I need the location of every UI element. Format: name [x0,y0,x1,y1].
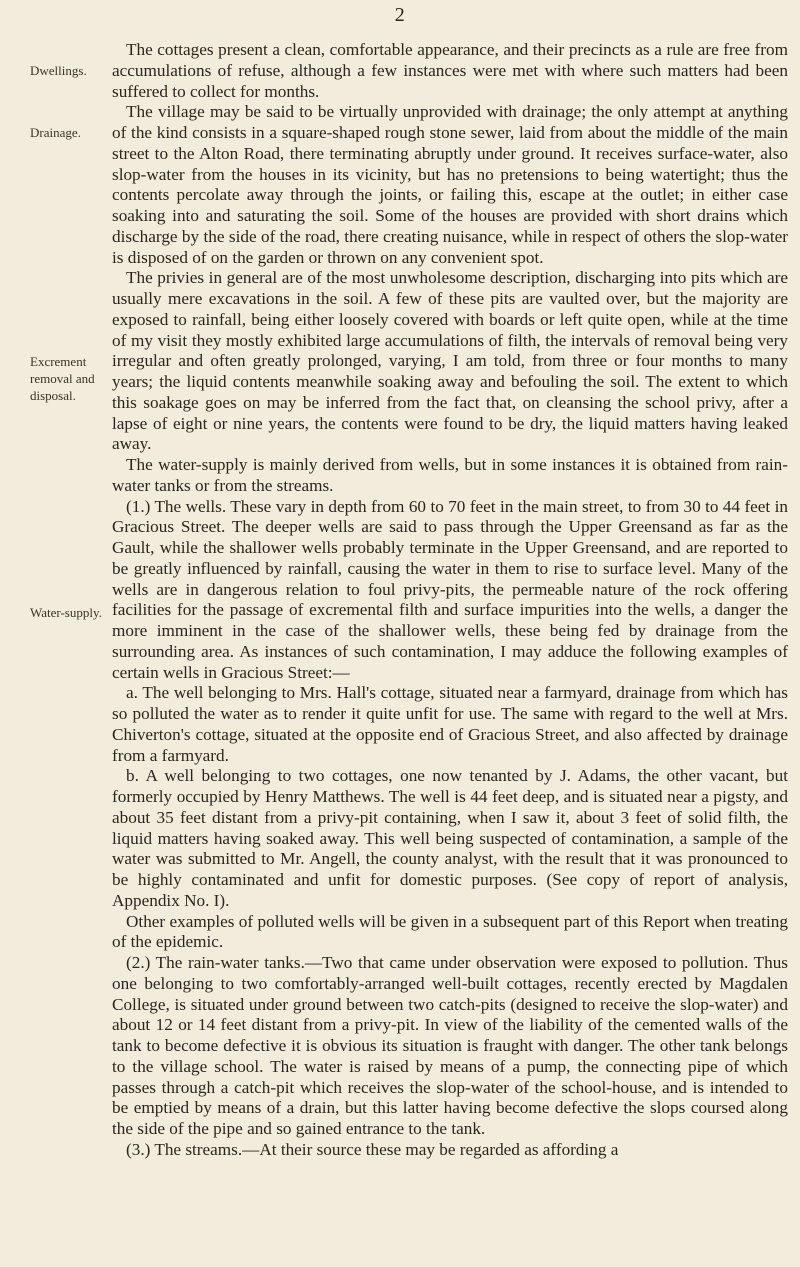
paragraph-water-supply: The water-supply is mainly derived from wells, but in some instances it is obtained from rain-water tanks or from the streams. [112,455,788,495]
margin-note-drainage: Drainage. [30,125,81,140]
body-text [112,40,788,1161]
paragraph-excrement: The privies in general are of the most unwholesome description, discharging into pits which are usually mere excavations in the soil. A few of these pits are vaulted over, but the majority are exposed to rainfall, being either loosely covered with boards or left quite open, while at the time of my visit they mostly exhibited large accumulations of filth, the intervals of removal being very irregular and often greatly prolonged, varying, I am told, from three or four months to many years; the liquid contents meanwhile soaking away and befouling the soil. The extent to which this soakage goes on may be inferred from the fact that, on cleansing the school privy, after a lapse of eight or nine years, the contents were found to be dry, the liquid matters having leaked away. [112,268,788,454]
page-number: 2 [394,4,406,26]
paragraph-example-b: b. A well belonging to two cottages, one now tenanted by J. Adams, the other vacant, but formerly occupied by Henry Matthews. The well is 44 feet deep, and is situated near a pigsty, and about 35 feet distant from a privy-pit containing, when I saw it, about 3 feet of solid filth, the liquid matters having soaked away. This well being suspected of contamination, a sample of the water was submitted to Mr. Angell, the county analyst, with the result that it was pronounced to be highly contaminated and unfit for domestic purposes. (See copy of report of analysis, Appendix No. I). [112,766,788,910]
margin-note-excrement-removal: Excrement removal and disposal. [30,354,95,403]
paragraph-wells: (1.) The wells. These vary in depth from 60 to 70 feet in the main street, to from 30 to 44 feet in Gracious Street. The deeper wells are said to pass through the Upper Greensand as far as the Gault, while the shallower wells probably terminate in the Upper Greensand, and are reported to be greatly influenced by rainfall, causing the water in them to rise to surface level. Many of the wells are in dangerous relation to foul privy-pits, the permeable nature of the rock offering facilities for the passage of excremental filth and surface impurities into the wells, a danger the more imminent in the case of the shallower wells, these being fed by drainage from the surrounding area. As instances of such contamination, I may adduce the following examples of certain wells in Gracious Street:— [112,496,788,682]
margin-note-water-supply: Water-supply. [30,605,102,620]
paragraph-drainage: The village may be said to be virtually unprovided with drainage; the only attempt at anything of the kind consists in a square-shaped rough stone sewer, laid from about the middle of the main street to the Alton Road, there terminating abruptly under ground. It receives surface-water, also slop-water from the houses in its vicinity, but has no pretensions to being watertight; thus the contents percolate away through the joints, or failing this, escape at the outlet; in either case soaking into and saturating the soil. Some of the houses are provided with short drains which discharge by the side of the road, there creating nuisance, while in respect of others the slop-water is disposed of on the garden or thrown on any convenient spot. [112,102,788,267]
paragraph-other-examples: Other examples of polluted wells will be given in a subsequent part of this Report when treating of the epidemic. [112,911,788,952]
paragraph-example-a: a. The well belonging to Mrs. Hall's cottage, situated near a farmyard, drainage from which has so polluted the water as to render it quite unfit for use. The same with regard to the well at Mrs. Chiverton's cottage, situated at the opposite end of Gracious Street, and also affected by drainage from a farmyard. [112,683,788,765]
paragraph-streams: (3.) The streams.—At their source these may be regarded as affording a [126,1139,619,1159]
paragraph-rain-water-tanks: (2.) The rain-water tanks.—Two that came under observation were exposed to pollution. Thus one belonging to two comfortably-arranged well-built cottages, recently erected by Magdalen College, is situated under ground between two catch-pits (designed to receive the slop-water) and about 12 or 14 feet distant from a privy-pit. In view of the liability of the cemented walls of the tank to become defective it is obvious its situation is fraught with danger. The other tank belongs to the village school. The water is raised by means of a pump, the connecting pipe of which passes through a catch-pit which receives the slop-water of the school-house, and is intended to be emptied by means of a drain, but this latter having become defective the slops coursed along the side of the pipe and so gained entrance to the tank. [112,953,788,1138]
margin-note-dwellings: Dwellings. [30,63,87,78]
paragraph-dwellings: The cottages present a clean, comfortable appearance, and their precincts as a rule are free from accumulations of refuse, although a few instances were met with where such matters had been suffered to collect for months. [112,40,788,101]
